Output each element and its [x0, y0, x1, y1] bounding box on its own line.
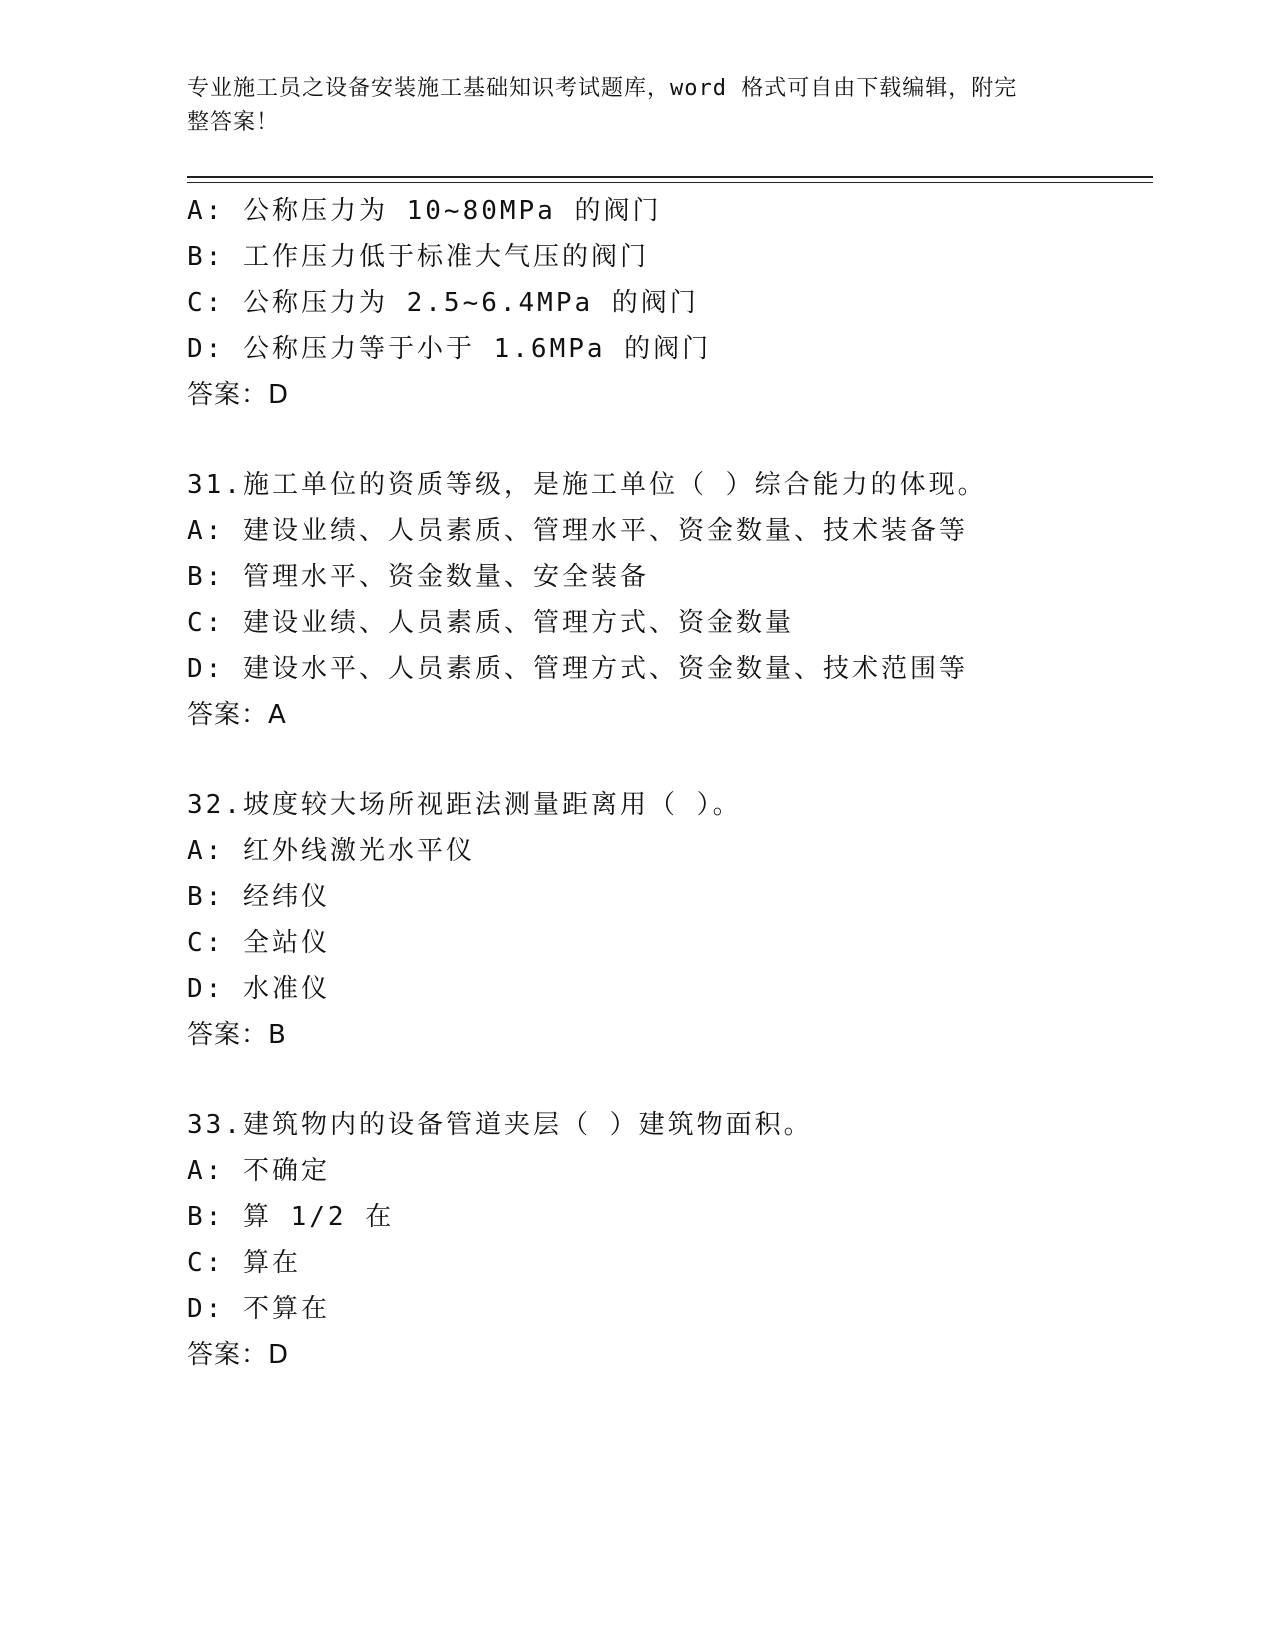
answer-line: 答案：B — [187, 1020, 287, 1050]
option-b: B: 工作压力低于标准大气压的阀门 — [187, 242, 649, 272]
option-a: A: 建设业绩、人员素质、管理水平、资金数量、技术装备等 — [187, 516, 968, 546]
option-b: B: 经纬仪 — [187, 882, 330, 912]
question-block-30 — [187, 188, 1153, 418]
option-d: D: 公称压力等于小于 1.6MPa 的阀门 — [187, 334, 712, 364]
option-c: C: 公称压力为 2.5~6.4MPa 的阀门 — [187, 288, 699, 318]
option-d: D: 水准仪 — [187, 974, 330, 1004]
header-rule-thick — [187, 176, 1153, 178]
option-c: C: 算在 — [187, 1248, 301, 1278]
option-a: A: 不确定 — [187, 1156, 330, 1186]
header-line-2: 整答案！ — [187, 110, 280, 135]
option-d: D: 不算在 — [187, 1294, 330, 1324]
option-a: A: 红外线激光水平仪 — [187, 836, 475, 866]
option-c: C: 全站仪 — [187, 928, 330, 958]
answer-line: 答案：A — [187, 700, 287, 730]
answer-line: 答案：D — [187, 1340, 290, 1370]
block-spacer — [187, 1058, 1153, 1102]
document-header — [187, 72, 1067, 140]
question-block-31 — [187, 462, 1153, 738]
option-b: B: 管理水平、资金数量、安全装备 — [187, 562, 649, 592]
answer-line: 答案：D — [187, 380, 290, 410]
question-block-32 — [187, 782, 1153, 1058]
block-spacer — [187, 738, 1153, 782]
question-block-33 — [187, 1102, 1153, 1378]
header-line-1: 专业施工员之设备安装施工基础知识考试题库，word 格式可自由下载编辑，附完 — [187, 76, 1018, 101]
option-d: D: 建设水平、人员素质、管理方式、资金数量、技术范围等 — [187, 654, 968, 684]
header-rule-thin — [187, 182, 1153, 183]
option-c: C: 建设业绩、人员素质、管理方式、资金数量 — [187, 608, 794, 638]
question-text: 32.坡度较大场所视距法测量距离用（ ）。 — [187, 790, 742, 820]
question-text: 31.施工单位的资质等级，是施工单位（ ）综合能力的体现。 — [187, 470, 987, 500]
option-a: A: 公称压力为 10~80MPa 的阀门 — [187, 196, 662, 226]
question-list — [187, 188, 1153, 1378]
option-b: B: 算 1/2 在 — [187, 1202, 395, 1232]
block-spacer — [187, 418, 1153, 462]
question-text: 33.建筑物内的设备管道夹层（ ）建筑物面积。 — [187, 1110, 813, 1140]
